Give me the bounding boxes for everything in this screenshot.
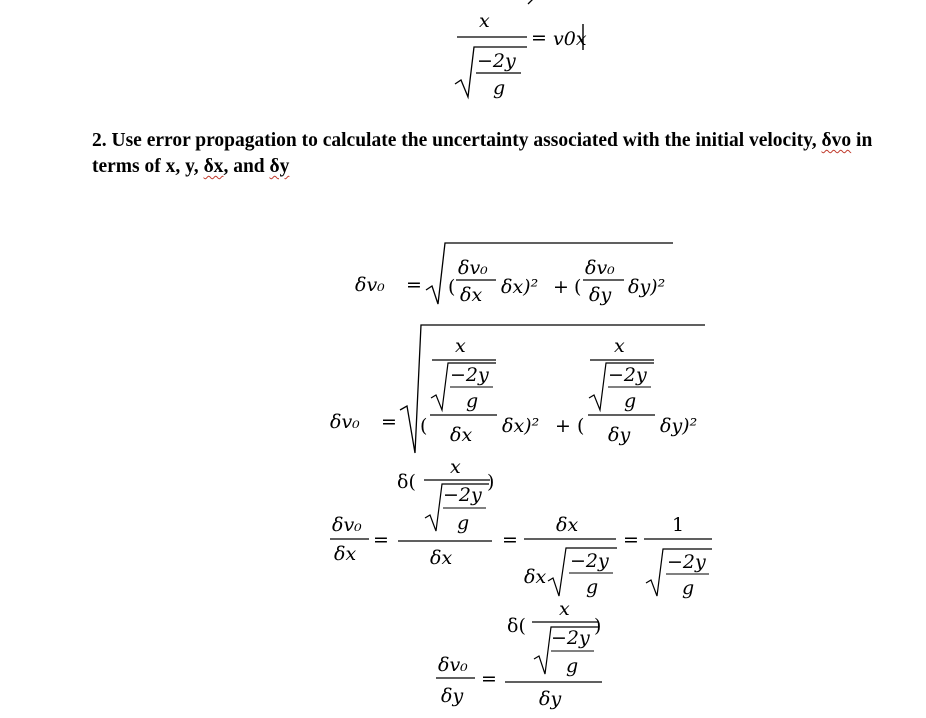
eq3-minus-2y: −2y <box>443 484 482 506</box>
eq3-g: g <box>457 512 470 534</box>
partial-radical-top <box>528 0 560 4</box>
eq2-dy-squared: δy)² <box>660 415 698 437</box>
eq3-right-minus-2y: −2y <box>667 551 706 573</box>
equation-v0x <box>0 0 926 110</box>
eq4-lhs-den: δy <box>441 685 464 707</box>
eq1-num-dv0-2: δv₀ <box>585 257 615 279</box>
eq2-open-paren-2: ( <box>577 415 585 437</box>
eq2-dy: δy <box>608 424 631 446</box>
symbol-dy: δy <box>269 156 290 177</box>
eq4-delta-open: δ( <box>507 615 526 637</box>
eq1-dy-squared: δy)² <box>628 276 666 298</box>
question-text-2: in terms of x, y, <box>92 130 873 177</box>
eq1-dx-squared: δx)² <box>501 276 539 298</box>
eq1-open-paren-2: ( <box>574 276 582 298</box>
symbol-dv0: δvo <box>821 130 852 151</box>
question-2 <box>92 128 912 180</box>
eq4-g: g <box>566 655 579 677</box>
eq1-num-dv0-1: δv₀ <box>458 257 488 279</box>
eq3-right-g: g <box>682 577 695 599</box>
equation-4 <box>436 598 602 710</box>
eq1-plus: + <box>553 276 569 298</box>
eq2-dx-squared: δx)² <box>502 415 540 437</box>
top-minus-2y: −2y <box>477 50 516 72</box>
eq3-dx-den2: δx <box>524 566 547 588</box>
eq3-delta-open: δ( <box>397 471 416 493</box>
top-g: g <box>493 77 506 99</box>
eq2-dx: δx <box>450 424 473 446</box>
equation-1 <box>355 243 673 306</box>
eq2-g-2: g <box>624 390 637 412</box>
equation-2 <box>330 325 705 453</box>
eq2-x-2: x <box>614 335 625 357</box>
eq2-equals: = <box>381 411 397 433</box>
symbol-dx: δx <box>203 156 224 177</box>
eq3-dx-num: δx <box>556 514 579 536</box>
eq1-equals: = <box>406 274 422 296</box>
eq2-g-1: g <box>466 390 479 412</box>
eq2-minus-2y-2: −2y <box>608 364 647 386</box>
eq3-close-paren: ) <box>487 471 495 493</box>
eq4-x: x <box>559 598 570 620</box>
eq3-equals-1: = <box>373 529 389 551</box>
eq3-equals-3: = <box>623 529 639 551</box>
eq2-minus-2y-1: −2y <box>450 364 489 386</box>
question-text-3: , and <box>223 156 265 177</box>
question-text-1: Use error propagation to calculate the uncertainty associated with the initial velocity, <box>111 130 817 151</box>
eq4-dy-den: δy <box>539 688 562 710</box>
eq2-x-1: x <box>455 335 466 357</box>
eq4-minus-2y: −2y <box>551 627 590 649</box>
derivation <box>0 188 926 718</box>
top-numerator-x: x <box>479 10 490 32</box>
eq1-lhs: δv₀ <box>355 274 385 296</box>
eq1-den-dy: δy <box>589 284 612 306</box>
eq3-x: x <box>450 456 461 478</box>
eq2-plus: + <box>555 415 571 437</box>
eq2-open-paren-1: ( <box>420 415 428 437</box>
eq3-mid-g: g <box>586 576 599 598</box>
eq4-equals: = <box>481 668 497 690</box>
eq1-open-paren-1: ( <box>448 276 456 298</box>
eq1-den-dx: δx <box>460 284 483 306</box>
eq3-lhs-den: δx <box>334 543 357 565</box>
eq3-mid-minus-2y: −2y <box>570 550 609 572</box>
eq3-one: 1 <box>672 514 685 536</box>
top-v0x: v0x <box>553 28 587 50</box>
eq4-lhs-num: δv₀ <box>438 654 468 676</box>
eq4-close-paren: ) <box>594 615 602 637</box>
top-equals: = <box>531 27 547 49</box>
question-number: 2. <box>92 130 107 151</box>
equation-3 <box>330 456 712 599</box>
eq3-dx-den: δx <box>430 547 453 569</box>
eq2-lhs: δv₀ <box>330 411 360 433</box>
eq3-lhs-num: δv₀ <box>332 514 362 536</box>
eq3-equals-2: = <box>502 529 518 551</box>
